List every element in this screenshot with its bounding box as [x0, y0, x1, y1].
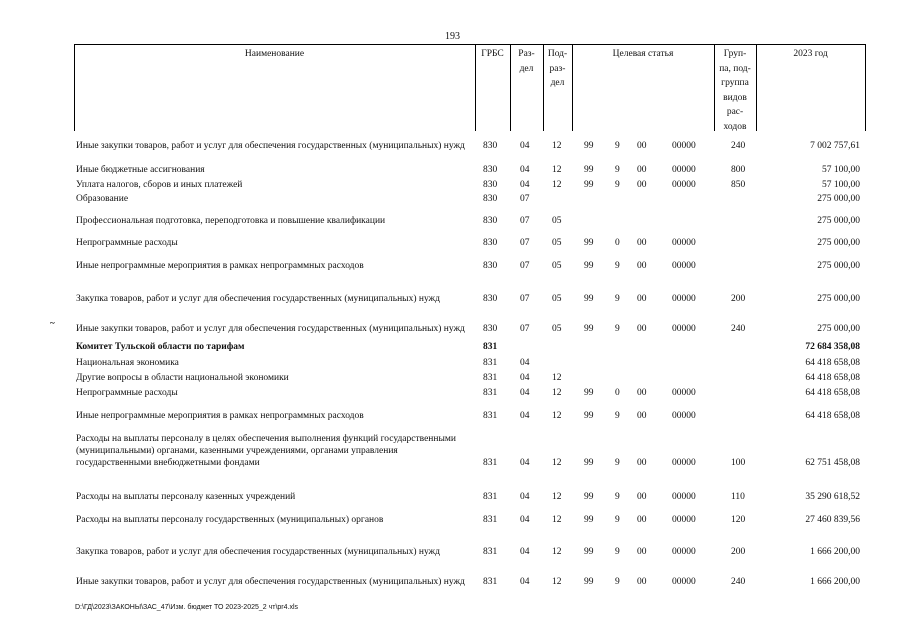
row-target-program: 99	[584, 294, 594, 304]
row-grbs: 830	[483, 194, 498, 204]
row-amount: 72 684 358,08	[805, 342, 860, 352]
row-target-direction: 00000	[672, 458, 696, 468]
row-amount: 64 418 658,08	[805, 358, 860, 368]
row-target-main: 00	[637, 411, 647, 421]
row-razdel: 07	[520, 238, 530, 248]
row-name: Иные непрограммные мероприятия в рамках непрограммных расходов	[76, 411, 364, 421]
row-name: Профессиональная подготовка, переподготовка и повышение квалификации	[76, 216, 386, 226]
table-row	[0, 281, 905, 305]
row-target-program: 99	[584, 411, 594, 421]
row-target-subprogram: 9	[615, 261, 620, 271]
row-target-direction: 00000	[672, 388, 696, 398]
row-grbs: 831	[483, 547, 498, 557]
row-target-direction: 00000	[672, 141, 696, 151]
row-razdel: 04	[520, 141, 530, 151]
row-target-program: 99	[584, 261, 594, 271]
row-target-program: 99	[584, 180, 594, 190]
row-target-program: 99	[584, 458, 594, 468]
row-grbs: 831	[483, 515, 498, 525]
row-razdel: 04	[520, 358, 530, 368]
row-target-direction: 00000	[672, 492, 696, 502]
row-grbs: 830	[483, 324, 498, 334]
table-row	[0, 260, 905, 272]
row-amount: 1 666 200,00	[810, 547, 860, 557]
row-target-direction: 00000	[672, 515, 696, 525]
row-amount: 62 751 458,08	[805, 458, 860, 468]
row-amount: 64 418 658,08	[805, 411, 860, 421]
row-amount: 64 418 658,08	[805, 388, 860, 398]
row-grbs: 830	[483, 261, 498, 271]
header-name: Наименование	[244, 49, 305, 59]
table-row	[0, 372, 905, 384]
row-grbs: 830	[483, 180, 498, 190]
row-expense-group: 120	[731, 515, 746, 525]
header-divider	[865, 45, 866, 131]
table-row	[0, 311, 905, 335]
table-row	[0, 433, 905, 469]
header-podrazdel: Под- раз- дел	[547, 49, 568, 88]
row-razdel: 04	[520, 547, 530, 557]
table-row	[0, 357, 905, 369]
row-target-subprogram: 9	[615, 165, 620, 175]
row-target-direction: 00000	[672, 411, 696, 421]
row-name: Комитет Тульской области по тарифам	[76, 342, 245, 352]
row-target-direction: 00000	[672, 577, 696, 587]
row-target-program: 99	[584, 165, 594, 175]
row-podrazdel: 12	[552, 515, 562, 525]
row-name: Национальная экономика	[76, 358, 179, 368]
row-target-main: 00	[637, 388, 647, 398]
row-podrazdel: 05	[552, 324, 562, 334]
row-grbs: 830	[483, 238, 498, 248]
row-target-main: 00	[637, 492, 647, 502]
row-expense-group: 800	[731, 165, 746, 175]
row-target-subprogram: 0	[615, 238, 620, 248]
margin-mark: ~	[50, 318, 55, 328]
row-expense-group: 240	[731, 324, 746, 334]
row-razdel: 07	[520, 261, 530, 271]
row-target-direction: 00000	[672, 547, 696, 557]
row-expense-group: 240	[731, 577, 746, 587]
row-razdel: 04	[520, 180, 530, 190]
row-target-program: 99	[584, 492, 594, 502]
row-target-main: 00	[637, 165, 647, 175]
row-target-subprogram: 9	[615, 180, 620, 190]
row-target-subprogram: 9	[615, 411, 620, 421]
row-podrazdel: 12	[552, 411, 562, 421]
row-razdel: 04	[520, 411, 530, 421]
row-podrazdel: 12	[552, 577, 562, 587]
row-target-direction: 00000	[672, 238, 696, 248]
table-row	[0, 341, 905, 353]
row-target-program: 99	[584, 388, 594, 398]
row-podrazdel: 12	[552, 458, 562, 468]
row-podrazdel: 12	[552, 388, 562, 398]
row-amount: 275 000,00	[817, 216, 860, 226]
row-amount: 275 000,00	[817, 294, 860, 304]
row-target-main: 00	[637, 141, 647, 151]
table-row	[0, 534, 905, 558]
row-grbs: 831	[483, 492, 498, 502]
row-razdel: 07	[520, 216, 530, 226]
row-podrazdel: 05	[552, 261, 562, 271]
row-razdel: 07	[520, 294, 530, 304]
row-target-program: 99	[584, 547, 594, 557]
row-expense-group: 200	[731, 294, 746, 304]
header-group: Груп- па, под- группа видов рас- ходов	[719, 49, 751, 132]
table-row	[0, 128, 905, 152]
row-razdel: 04	[520, 492, 530, 502]
row-grbs: 831	[483, 358, 498, 368]
row-podrazdel: 12	[552, 180, 562, 190]
row-target-main: 00	[637, 180, 647, 190]
row-target-subprogram: 0	[615, 388, 620, 398]
row-podrazdel: 12	[552, 141, 562, 151]
table-row	[0, 564, 905, 588]
row-target-main: 00	[637, 577, 647, 587]
table-row	[0, 491, 905, 503]
row-grbs: 831	[483, 458, 498, 468]
row-target-subprogram: 9	[615, 547, 620, 557]
table-row	[0, 387, 905, 399]
row-target-program: 99	[584, 577, 594, 587]
row-target-direction: 00000	[672, 294, 696, 304]
row-razdel: 07	[520, 324, 530, 334]
row-target-subprogram: 9	[615, 492, 620, 502]
row-name: Закупка товаров, работ и услуг для обеспечения государственных (муниципальных) нужд	[76, 294, 440, 304]
row-podrazdel: 05	[552, 238, 562, 248]
page-number: 193	[445, 31, 460, 42]
row-amount: 64 418 658,08	[805, 373, 860, 383]
table-row	[0, 514, 905, 526]
row-grbs: 830	[483, 216, 498, 226]
row-amount: 275 000,00	[817, 238, 860, 248]
row-expense-group: 100	[731, 458, 746, 468]
header-razdel: Раз- дел	[518, 49, 535, 74]
row-target-subprogram: 9	[615, 458, 620, 468]
row-name: Образование	[76, 194, 129, 204]
row-target-subprogram: 9	[615, 141, 620, 151]
table-row	[0, 164, 905, 176]
row-amount: 57 100,00	[822, 165, 860, 175]
row-amount: 275 000,00	[817, 194, 860, 204]
row-amount: 275 000,00	[817, 324, 860, 334]
row-expense-group: 850	[731, 180, 746, 190]
table-row	[0, 179, 905, 191]
row-target-main: 00	[637, 458, 647, 468]
row-name: Иные бюджетные ассигнования	[76, 165, 205, 175]
row-razdel: 04	[520, 458, 530, 468]
row-razdel: 04	[520, 515, 530, 525]
row-target-main: 00	[637, 324, 647, 334]
row-amount: 275 000,00	[817, 261, 860, 271]
row-target-main: 00	[637, 294, 647, 304]
table-row	[0, 410, 905, 422]
row-razdel: 07	[520, 194, 530, 204]
row-grbs: 831	[483, 411, 498, 421]
header-target-article: Целевая статья	[612, 49, 674, 59]
table-row	[0, 237, 905, 249]
row-amount: 1 666 200,00	[810, 577, 860, 587]
row-name: Закупка товаров, работ и услуг для обеспечения государственных (муниципальных) нужд	[76, 547, 440, 557]
header-grbs: ГРБС	[481, 49, 504, 59]
file-path-footer: D:\ГД\2023\ЗАКОНЫ\ЗАС_47\Изм. бюджет ТО 2023-2025_2 чт\pr4.xls	[75, 604, 299, 611]
row-target-direction: 00000	[672, 165, 696, 175]
row-podrazdel: 12	[552, 492, 562, 502]
row-grbs: 831	[483, 577, 498, 587]
row-target-subprogram: 9	[615, 577, 620, 587]
row-name: Иные непрограммные мероприятия в рамках непрограммных расходов	[76, 261, 364, 271]
row-target-main: 00	[637, 515, 647, 525]
row-name: Расходы на выплаты персоналу казенных учреждений	[76, 492, 296, 502]
row-grbs: 831	[483, 388, 498, 398]
row-amount: 27 460 839,56	[805, 515, 860, 525]
row-grbs: 830	[483, 165, 498, 175]
row-amount: 57 100,00	[822, 180, 860, 190]
row-target-program: 99	[584, 324, 594, 334]
row-target-main: 00	[637, 261, 647, 271]
row-target-main: 00	[637, 547, 647, 557]
row-grbs: 831	[483, 342, 498, 352]
row-grbs: 830	[483, 141, 498, 151]
row-target-subprogram: 9	[615, 324, 620, 334]
row-podrazdel: 12	[552, 165, 562, 175]
row-name: Другие вопросы в области национальной экономики	[76, 373, 289, 383]
row-razdel: 04	[520, 373, 530, 383]
row-grbs: 830	[483, 294, 498, 304]
row-name: Иные закупки товаров, работ и услуг для обеспечения государственных (муниципальных) нужд	[76, 324, 465, 334]
row-podrazdel: 05	[552, 216, 562, 226]
row-expense-group: 200	[731, 547, 746, 557]
row-expense-group: 240	[731, 141, 746, 151]
row-target-subprogram: 9	[615, 515, 620, 525]
row-name: Иные закупки товаров, работ и услуг для обеспечения государственных (муниципальных) нужд	[76, 141, 465, 151]
row-name: Иные закупки товаров, работ и услуг для обеспечения государственных (муниципальных) нужд	[76, 577, 465, 587]
table-row	[0, 193, 905, 205]
row-podrazdel: 05	[552, 294, 562, 304]
row-target-subprogram: 9	[615, 294, 620, 304]
row-razdel: 04	[520, 577, 530, 587]
row-name: Непрограммные расходы	[76, 238, 178, 248]
row-amount: 7 002 757,61	[810, 141, 860, 151]
row-target-direction: 00000	[672, 261, 696, 271]
row-grbs: 831	[483, 373, 498, 383]
table-row	[0, 215, 905, 227]
row-target-direction: 00000	[672, 324, 696, 334]
row-name: Расходы на выплаты персоналу государственных (муниципальных) органов	[76, 515, 384, 525]
row-expense-group: 110	[731, 492, 745, 502]
row-name: Уплата налогов, сборов и иных платежей	[76, 180, 243, 190]
row-amount: 35 290 618,52	[805, 492, 860, 502]
row-target-program: 99	[584, 141, 594, 151]
table-header	[74, 44, 866, 131]
row-name: Непрограммные расходы	[76, 388, 178, 398]
row-target-program: 99	[584, 515, 594, 525]
row-razdel: 04	[520, 165, 530, 175]
row-name: Расходы на выплаты персоналу в целях обеспечения выполнения функций государственными (муниципальными) органами, казенными учреждениями, органами управления государственными внебюджетными фондами	[76, 434, 456, 468]
row-podrazdel: 12	[552, 547, 562, 557]
header-year: 2023 год	[793, 49, 828, 59]
row-podrazdel: 12	[552, 373, 562, 383]
row-razdel: 04	[520, 388, 530, 398]
row-target-program: 99	[584, 238, 594, 248]
row-target-direction: 00000	[672, 180, 696, 190]
row-target-main: 00	[637, 238, 647, 248]
